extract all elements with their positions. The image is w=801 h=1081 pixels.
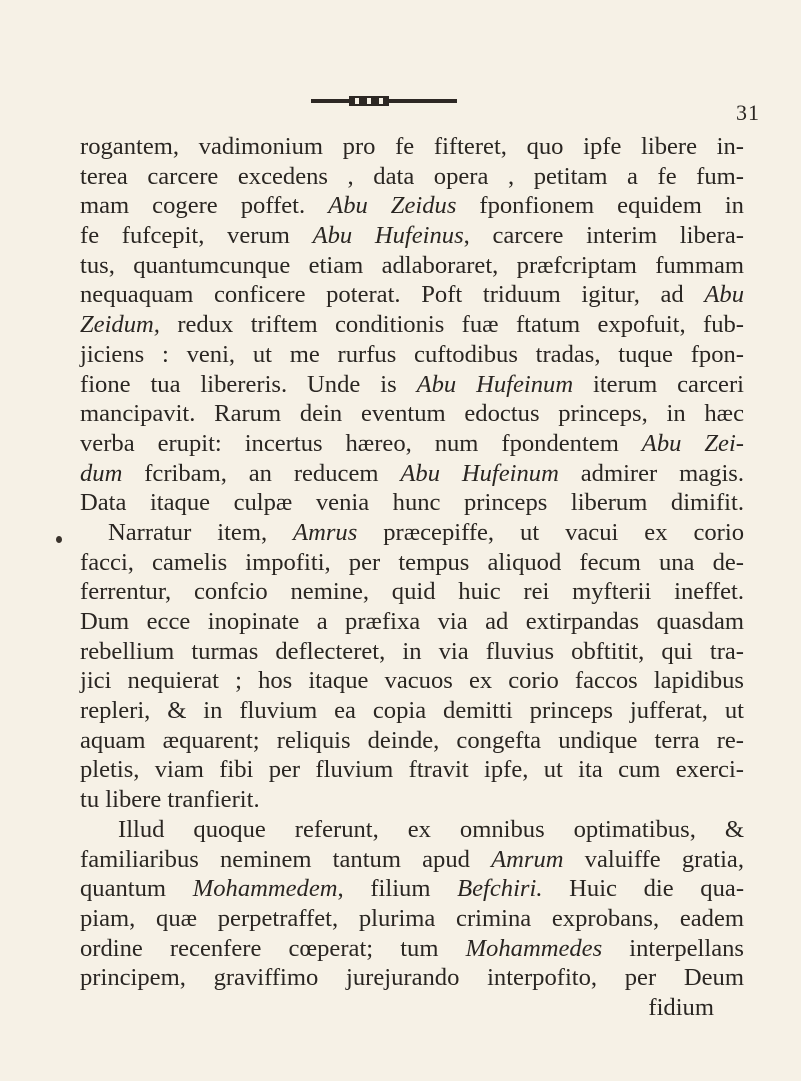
text-line: principem, graviffimo jurejurando interpofito, per Deum [80, 964, 744, 992]
text-line: Data itaque culpæ venia hunc princeps liberum dimifit. [80, 489, 744, 517]
text-line: Narratur item, Amrus præcepiffe, ut vacui ex corio [108, 518, 744, 546]
text-line: verba erupit: incertus hæreo, num fpondentem Abu Zei- [80, 429, 744, 457]
text-line: mancipavit. Rarum dein eventum edoctus princeps, in hæc [80, 400, 744, 428]
margin-mark [56, 536, 62, 543]
text-line: tus, quantumcunque etiam adlaboraret, præfcriptam fummam [80, 251, 744, 279]
text-line: ferrentur, confcio nemine, quid huic rei myfterii ineffet. [80, 578, 744, 606]
text-line: fe fufcepit, verum Abu Hufeinus, carcere interim libera- [80, 222, 744, 250]
text-line: familiaribus neminem tantum apud Amrum valuiffe gratia, [80, 845, 744, 873]
text-line: aquam æquarent; reliquis deinde, congefta undique terra re- [80, 726, 744, 754]
text-line: jici nequierat ; hos itaque vacuos ex corio faccos lapidibus [80, 667, 744, 695]
text-line: quantum Mohammedem, filium Befchiri. Huic die qua- [80, 875, 745, 903]
text-line: piam, quæ perpetraffet, plurima crimina exprobans, eadem [80, 904, 744, 932]
text-line: terea carcere excedens , data opera , petitam a fe fum- [80, 162, 744, 190]
text-line: repleri, & in fluvium ea copia demitti princeps jufferat, ut [80, 697, 744, 725]
text-line: tu libere tranfierit. [80, 786, 260, 814]
text-line: Dum ecce inopinate a præfixa via ad extirpandas quasdam [80, 608, 744, 635]
text-line: jiciens : veni, ut me rurfus cuftodibus tradas, tuque fpon- [80, 340, 744, 368]
catchword: fidium [648, 993, 714, 1021]
text-line: facci, camelis impofiti, per tempus aliquod fecum una de- [80, 548, 744, 576]
text-line: ordine recenfere cœperat; tum Mohammedes interpellans [80, 934, 744, 962]
text-line: Zeidum, redux triftem conditionis fuæ ftatum expofuit, fub- [80, 311, 744, 339]
text-line: rebellium turmas deflecteret, in via fluvius obftitit, qui tra- [80, 637, 744, 665]
text-line: rogantem, vadimonium pro fe fifteret, quo ipfe libere in- [80, 133, 744, 160]
header-ornament [311, 96, 457, 106]
text-line: dum fcribam, an reducem Abu Hufeinum admirer magis. [80, 459, 744, 487]
text-line: Illud quoque referunt, ex omnibus optimatibus, & [118, 815, 744, 843]
text-line: fione tua libereris. Unde is Abu Hufeinum iterum carceri [80, 370, 744, 398]
page-number: 31 [736, 100, 760, 125]
text-line: mam cogere poffet. Abu Zeidus fponfionem equidem in [80, 192, 744, 220]
text-line: pletis, viam fibi per fluvium ftravit ipfe, ut ita cum exerci- [80, 756, 744, 784]
body-text [80, 132, 744, 1023]
text-line: nequaquam conficere poterat. Poft triduum igitur, ad Abu [80, 281, 744, 309]
